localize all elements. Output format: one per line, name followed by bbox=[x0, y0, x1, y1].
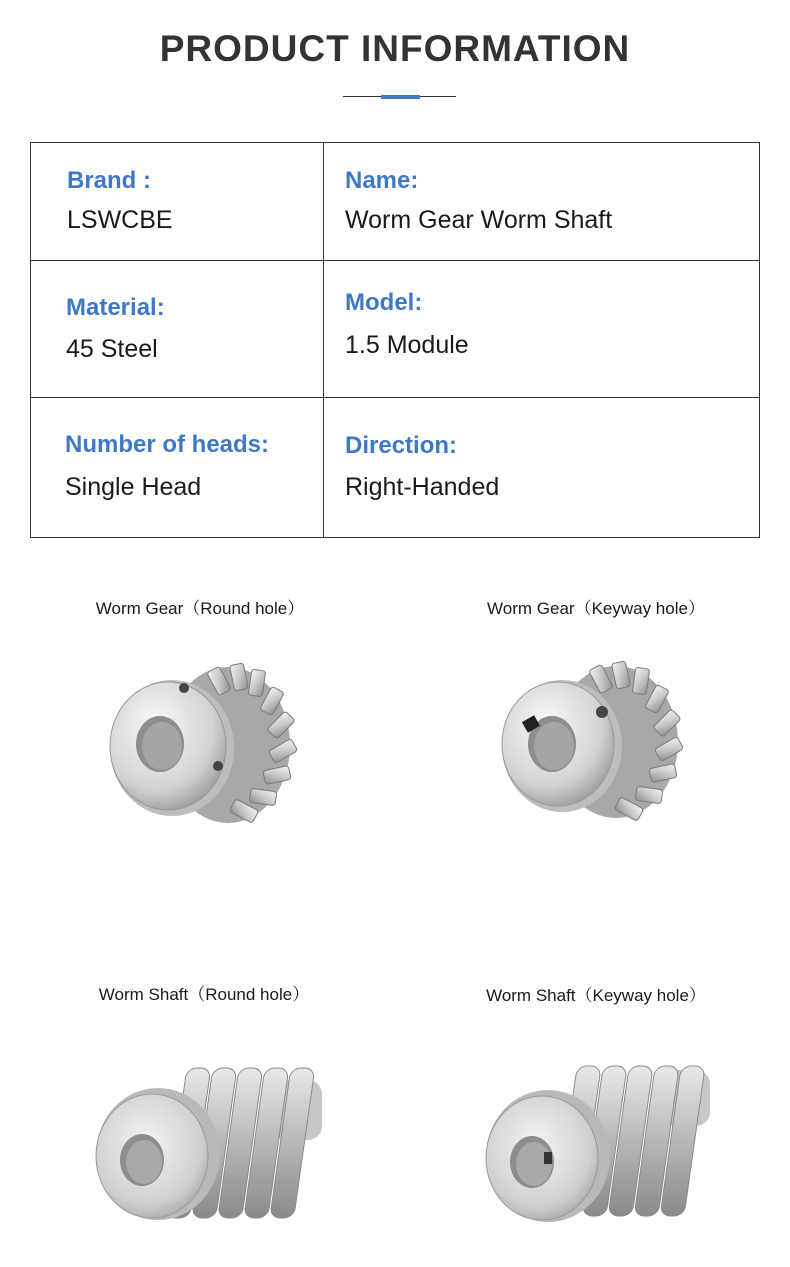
brand-label: Brand : bbox=[67, 167, 151, 194]
product-caption: Worm Gear（Keyway hole） bbox=[487, 599, 705, 618]
model-value: 1.5 Module bbox=[345, 331, 469, 359]
material-label: Material: bbox=[66, 294, 165, 321]
worm-gear-round-hole-image bbox=[100, 640, 310, 840]
product-caption: Worm Shaft（Round hole） bbox=[98, 985, 310, 1004]
name-label: Name: bbox=[345, 167, 419, 194]
spec-table bbox=[30, 142, 760, 538]
title-divider-left bbox=[343, 96, 381, 97]
product-caption: Worm Shaft（Keyway hole） bbox=[486, 986, 706, 1005]
direction-label: Direction: bbox=[345, 432, 458, 459]
product-caption: Worm Gear（Round hole） bbox=[95, 599, 305, 618]
table-column-divider bbox=[323, 143, 324, 537]
worm-shaft-keyway-hole-image bbox=[482, 1060, 722, 1240]
model-label: Model: bbox=[345, 289, 423, 316]
table-row-divider bbox=[31, 397, 759, 398]
worm-shaft-round-hole-image bbox=[92, 1060, 332, 1240]
title-divider-accent bbox=[381, 95, 420, 99]
page-title: PRODUCT INFORMATION bbox=[159, 28, 631, 69]
number-of-heads-value: Single Head bbox=[65, 473, 202, 501]
table-row-divider bbox=[31, 260, 759, 261]
name-value: Worm Gear Worm Shaft bbox=[345, 206, 613, 234]
brand-value: LSWCBE bbox=[67, 206, 173, 234]
number-of-heads-label: Number of heads: bbox=[65, 431, 270, 458]
direction-value: Right-Handed bbox=[345, 473, 500, 501]
title-divider-right bbox=[420, 96, 456, 97]
material-value: 45 Steel bbox=[66, 335, 158, 363]
worm-gear-keyway-hole-image bbox=[496, 646, 696, 836]
